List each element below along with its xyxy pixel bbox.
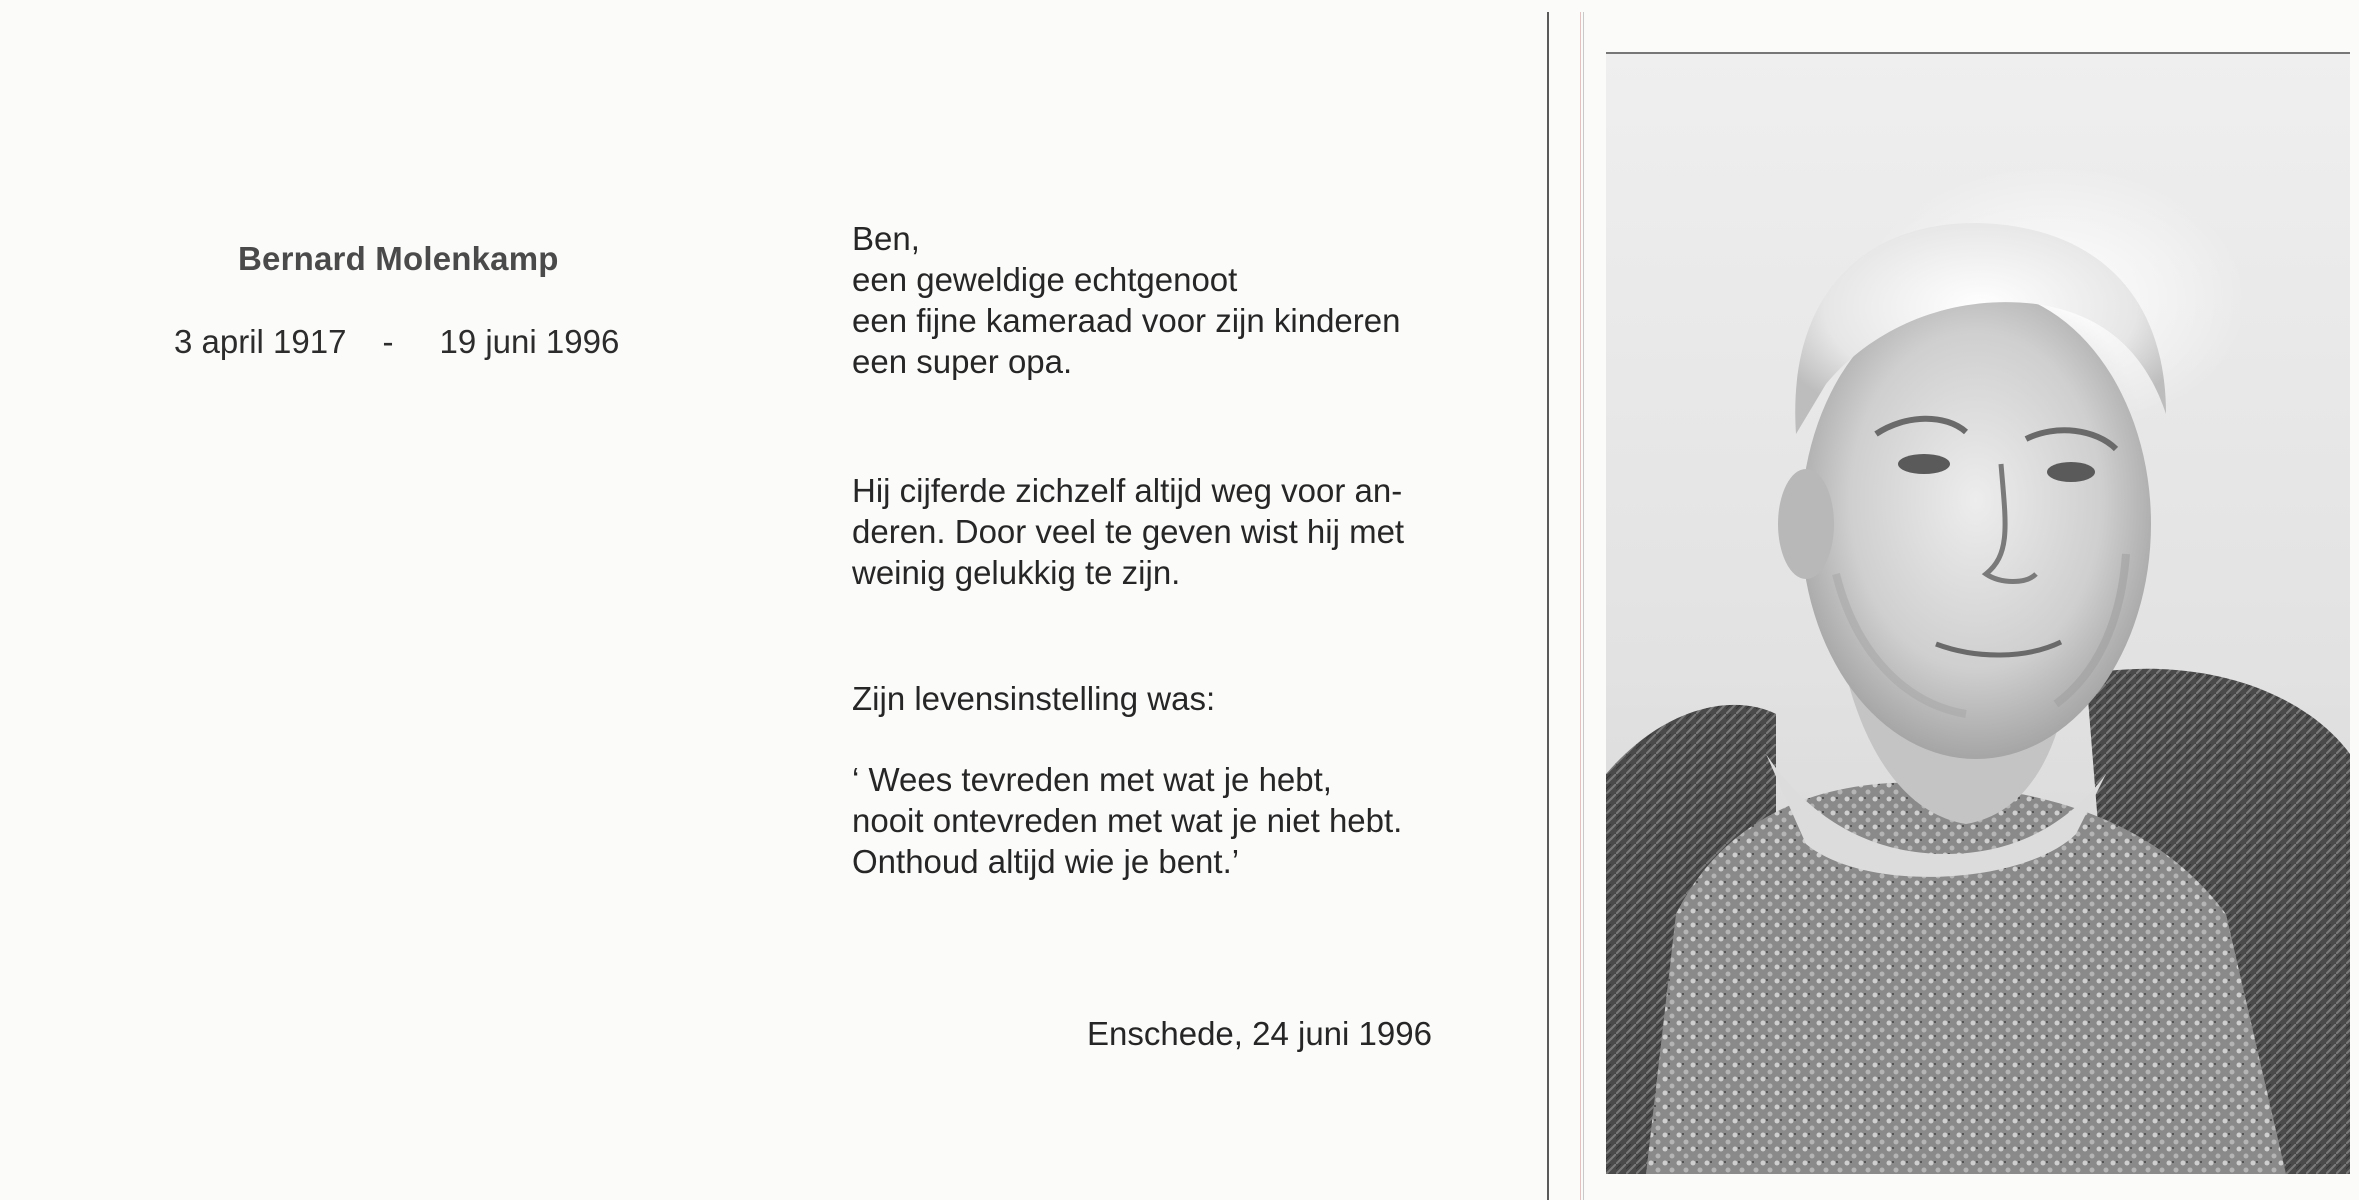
portrait-illustration [1606, 54, 2350, 1174]
date-separator: - [382, 323, 394, 360]
portrait-photo [1606, 52, 2350, 1174]
tribute-line: een super opa. [852, 343, 1073, 380]
tribute-line: Ben, [852, 220, 920, 257]
motto-line: Onthoud altijd wie je bent.’ [852, 843, 1240, 880]
tribute-line: een geweldige echtgenoot [852, 261, 1238, 298]
paragraph-line: deren. Door veel te geven wist hij met [852, 513, 1405, 550]
life-dates [174, 323, 619, 361]
place-and-date: Enschede, 24 juni 1996 [1087, 1015, 1432, 1052]
paragraph-line: weinig gelukkig te zijn. [852, 554, 1181, 591]
motto-line: nooit ontevreden met wat je niet hebt. [852, 802, 1403, 839]
motto-intro: Zijn levensinstelling was: [852, 680, 1216, 717]
tribute-line: een fijne kameraad voor zijn kinderen [852, 302, 1401, 339]
character-paragraph [852, 470, 1452, 593]
death-date: 19 juni 1996 [439, 323, 620, 360]
tribute-text [852, 218, 1400, 382]
fold-shadow [1583, 12, 1584, 1200]
fold-line [1547, 12, 1549, 1200]
motto-line: ‘ Wees tevreden met wat je hebt, [852, 761, 1332, 798]
paragraph-line: Hij cijferde zichzelf altijd weg voor an- [852, 472, 1403, 509]
birth-date: 3 april 1917 [174, 323, 347, 360]
motto-quote [852, 759, 1402, 882]
fold-line-tint [1580, 12, 1581, 1200]
deceased-name: Bernard Molenkamp [238, 240, 559, 277]
